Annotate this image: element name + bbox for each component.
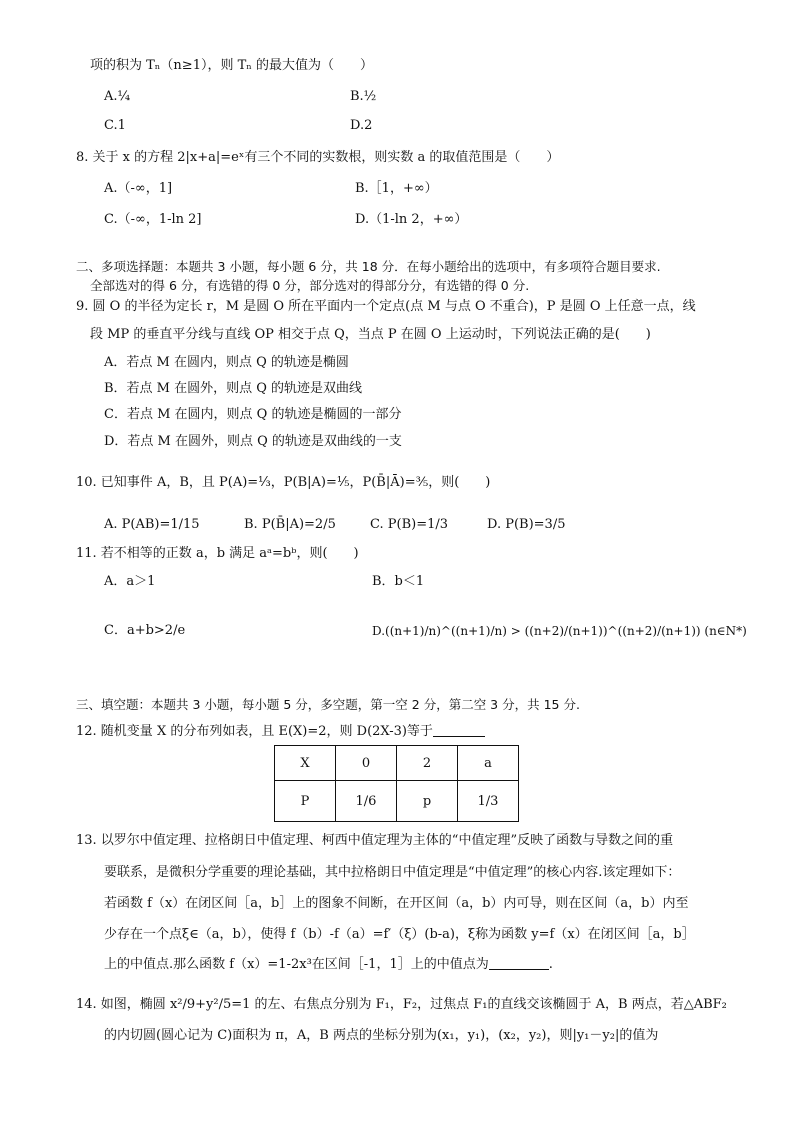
q8-option-b: B.［1，+∞） [355, 181, 438, 196]
q8-option-d: D.（1-ln 2，+∞） [355, 212, 468, 227]
table-cell: 0 [336, 746, 397, 781]
q7-option-d: D.2 [350, 118, 373, 133]
q9-option-c: C．若点 M 在圆内，则点 Q 的轨迹是椭圆的一部分 [104, 407, 402, 422]
table-row [275, 781, 519, 822]
distribution-table [274, 745, 519, 822]
table-cell: 1/6 [336, 781, 397, 822]
q9-option-a: A．若点 M 在圆内，则点 Q 的轨迹是椭圆 [104, 355, 349, 370]
table-cell: 1/3 [458, 781, 519, 822]
q7-option-b: B.½ [350, 89, 377, 104]
q13-line1: 13. 以罗尔中值定理、拉格朗日中值定理、柯西中值定理为主体的“中值定理”反映了函数与导数之间的重 [76, 833, 674, 848]
section-2-rules: 全部选对的得 6 分，有选错的得 0 分，部分选对的得部分分，有选错的得 0 分. [90, 278, 530, 293]
q10-option-a: A. P(AB)=1/15 [104, 517, 200, 532]
section-2-heading: 二、多项选择题：本题共 3 小题，每小题 6 分，共 18 分．在每小题给出的选项中，有多项符合题目要求. [76, 259, 661, 274]
q7-stem: 项的积为 Tₙ（n≥1），则 Tₙ 的最大值为（ ） [90, 58, 374, 73]
q8-stem: 8. 关于 x 的方程 2|x+a|=eˣ有三个不同的实数根，则实数 a 的取值范围是（ ） [76, 150, 560, 165]
q9-option-b: B．若点 M 在圆外，则点 Q 的轨迹是双曲线 [104, 381, 363, 396]
q10-stem: 10. 已知事件 A，B，且 P(A)=⅓，P(B|A)=⅕，P(B̄|Ā)=⅗，则( ) [76, 475, 491, 490]
q8-option-a: A.（-∞，1] [104, 181, 173, 196]
q13-line5-text: 上的中值点.那么函数 f（x）=1-2x³在区间［-1，1］上的中值点为 [104, 957, 489, 972]
table-row [275, 746, 519, 781]
q10-option-c: C. P(B)=1/3 [370, 517, 449, 532]
q13-line3: 若函数 f（x）在闭区间［a，b］上的图象不间断，在开区间（a，b）内可导，则在区间（a，b）内至 [104, 896, 689, 911]
q8-option-c: C.（-∞，1-ln 2] [104, 212, 202, 227]
q9-stem-line1: 9. 圆 O 的半径为定长 r，M 是圆 O 所在平面内一个定点(点 M 与点 O 不重合)，P 是圆 O 上任意一点，线 [76, 299, 696, 314]
q13-line4: 少存在一个点ξ∈（a，b），使得 f（b）-f（a）=f′（ξ）(b-a)，ξ称为函数 y=f（x）在闭区间［a，b］ [104, 927, 695, 942]
q11-option-d: D.((n+1)/n)^((n+1)/n) > ((n+2)/(n+1))^((n+2)/(n+1)) (n∈N*) [372, 624, 747, 638]
q9-stem-line2: 段 MP 的垂直平分线与直线 OP 相交于点 Q，当点 P 在圆 O 上运动时，下列说法正确的是( ) [90, 327, 651, 342]
q12-stem-text: 12. 随机变量 X 的分布列如表，且 E(X)=2，则 D(2X-3)等于 [76, 724, 433, 739]
table-cell: a [458, 746, 519, 781]
table-cell: P [275, 781, 336, 822]
q14-line2: 的内切圆(圆心记为 C)面积为 π，A，B 两点的坐标分别为(x₁，y₁)，(x₂，y₂)，则|y₁－y₂|的值为 [104, 1028, 659, 1043]
q9-option-d: D．若点 M 在圆外，则点 Q 的轨迹是双曲线的一支 [104, 434, 402, 449]
q10-option-d: D. P(B)=3/5 [487, 517, 566, 532]
q11-option-c: C．a+b>2/e [104, 623, 186, 638]
answer-blank[interactable] [489, 956, 549, 970]
q14-line1: 14. 如图，椭圆 x²/9+y²/5=1 的左、右焦点分别为 F₁，F₂，过焦点 F₁的直线交该椭圆于 A，B 两点，若△ABF₂ [76, 997, 727, 1012]
q7-option-c: C.1 [104, 118, 126, 133]
q11-option-b: B．b＜1 [372, 574, 425, 589]
q12-stem [76, 723, 485, 741]
q11-option-a: A．a＞1 [104, 574, 156, 589]
q11-stem: 11. 若不相等的正数 a，b 满足 aᵃ=bᵇ，则( ) [76, 546, 359, 561]
q13-line5: 上的中值点.那么函数 f（x）=1-2x³在区间［-1，1］上的中值点为 . [104, 957, 553, 972]
answer-blank[interactable] [433, 723, 485, 737]
table-cell: 2 [397, 746, 458, 781]
table-cell: X [275, 746, 336, 781]
section-3-heading: 三、填空题：本题共 3 小题，每小题 5 分，多空题，第一空 2 分，第二空 3 分，共 15 分. [76, 697, 580, 712]
q13-line2: 要联系，是微积分学重要的理论基础，其中拉格朗日中值定理是“中值定理”的核心内容.该定理如下： [104, 865, 681, 880]
q7-option-a: A.¼ [104, 89, 131, 104]
q10-option-b: B. P(B̄|A)=2/5 [244, 517, 336, 532]
table-cell: p [397, 781, 458, 822]
